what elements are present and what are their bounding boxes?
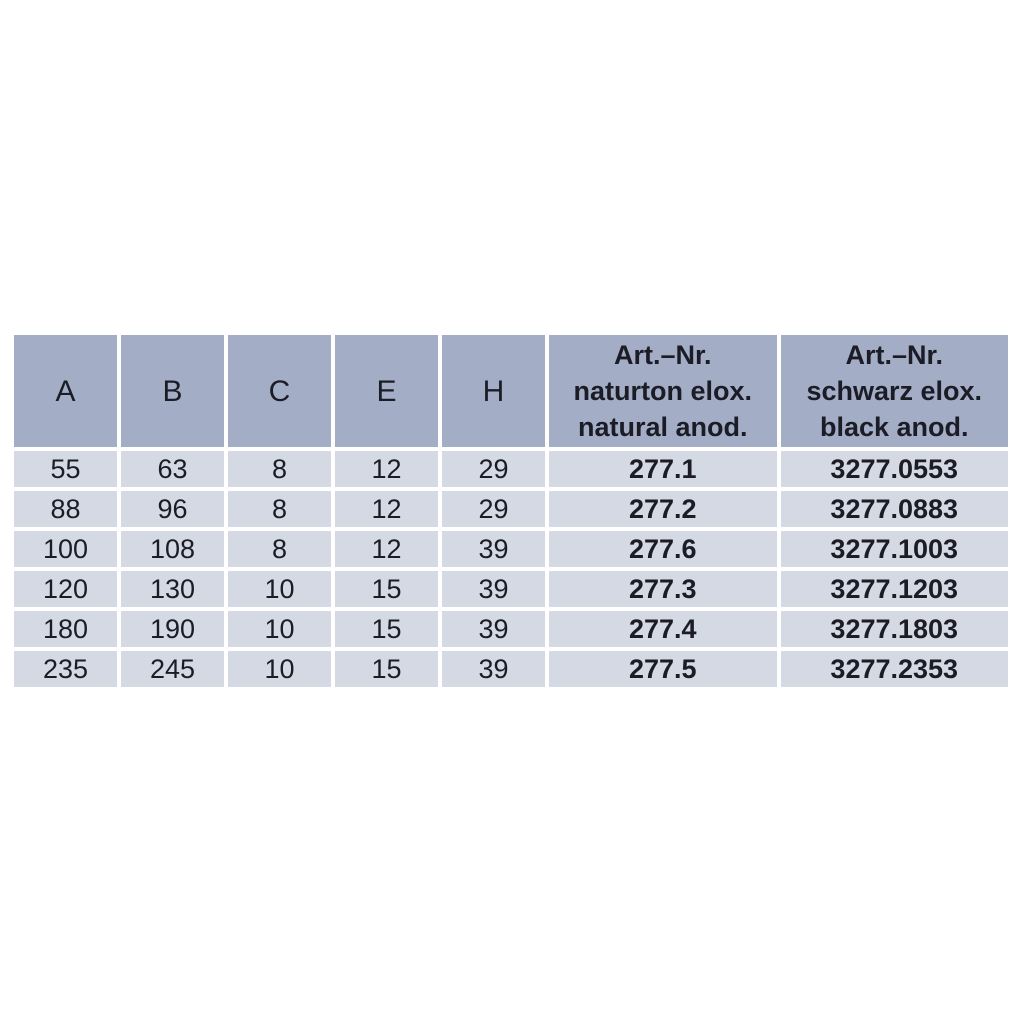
dimension-spec-table [10,331,1012,691]
table-cell: 8 [228,531,331,567]
table-cell: 88 [14,491,117,527]
column-header-e: E [335,335,438,447]
column-header-c: C [228,335,331,447]
artnr-black-cell: 3277.1803 [781,611,1009,647]
table-cell: 100 [14,531,117,567]
column-header-a: A [14,335,117,447]
table-cell: 10 [228,611,331,647]
table-row [14,611,1008,647]
table-cell: 39 [442,611,545,647]
table-cell: 15 [335,651,438,687]
table-cell: 15 [335,571,438,607]
table-row [14,531,1008,567]
table-cell: 96 [121,491,224,527]
table-row [14,491,1008,527]
table-cell: 29 [442,491,545,527]
header-row [14,335,1008,447]
header-line: Art.–Nr. [845,340,944,370]
column-header-h: H [442,335,545,447]
table-cell: 130 [121,571,224,607]
table-cell: 12 [335,531,438,567]
artnr-natural-cell: 277.1 [549,451,777,487]
header-line: naturton elox. [573,376,752,406]
table-cell: 29 [442,451,545,487]
artnr-natural-cell: 277.3 [549,571,777,607]
table-cell: 8 [228,451,331,487]
table-cell: 235 [14,651,117,687]
header-line: schwarz elox. [806,376,983,406]
artnr-black-cell: 3277.0883 [781,491,1009,527]
artnr-natural-cell: 277.4 [549,611,777,647]
artnr-black-cell: 3277.1203 [781,571,1009,607]
table-cell: 245 [121,651,224,687]
table-cell: 8 [228,491,331,527]
table-cell: 190 [121,611,224,647]
artnr-natural-cell: 277.6 [549,531,777,567]
column-header-b: B [121,335,224,447]
artnr-black-cell: 3277.1003 [781,531,1009,567]
table-row [14,651,1008,687]
table-cell: 120 [14,571,117,607]
column-header-artnr-natural [549,335,777,447]
header-line: Art.–Nr. [613,340,712,370]
artnr-natural-cell: 277.5 [549,651,777,687]
table-cell: 108 [121,531,224,567]
table-cell: 12 [335,451,438,487]
table-row [14,571,1008,607]
header-line: black anod. [819,412,969,442]
table-cell: 180 [14,611,117,647]
table-cell: 12 [335,491,438,527]
table-cell: 39 [442,651,545,687]
table-cell: 63 [121,451,224,487]
table-cell: 39 [442,571,545,607]
column-header-artnr-black [781,335,1009,447]
table-cell: 39 [442,531,545,567]
artnr-natural-cell: 277.2 [549,491,777,527]
table-cell: 55 [14,451,117,487]
table-cell: 10 [228,651,331,687]
header-line: natural anod. [577,412,748,442]
table-cell: 15 [335,611,438,647]
table-row [14,451,1008,487]
table-cell: 10 [228,571,331,607]
artnr-black-cell: 3277.2353 [781,651,1009,687]
artnr-black-cell: 3277.0553 [781,451,1009,487]
